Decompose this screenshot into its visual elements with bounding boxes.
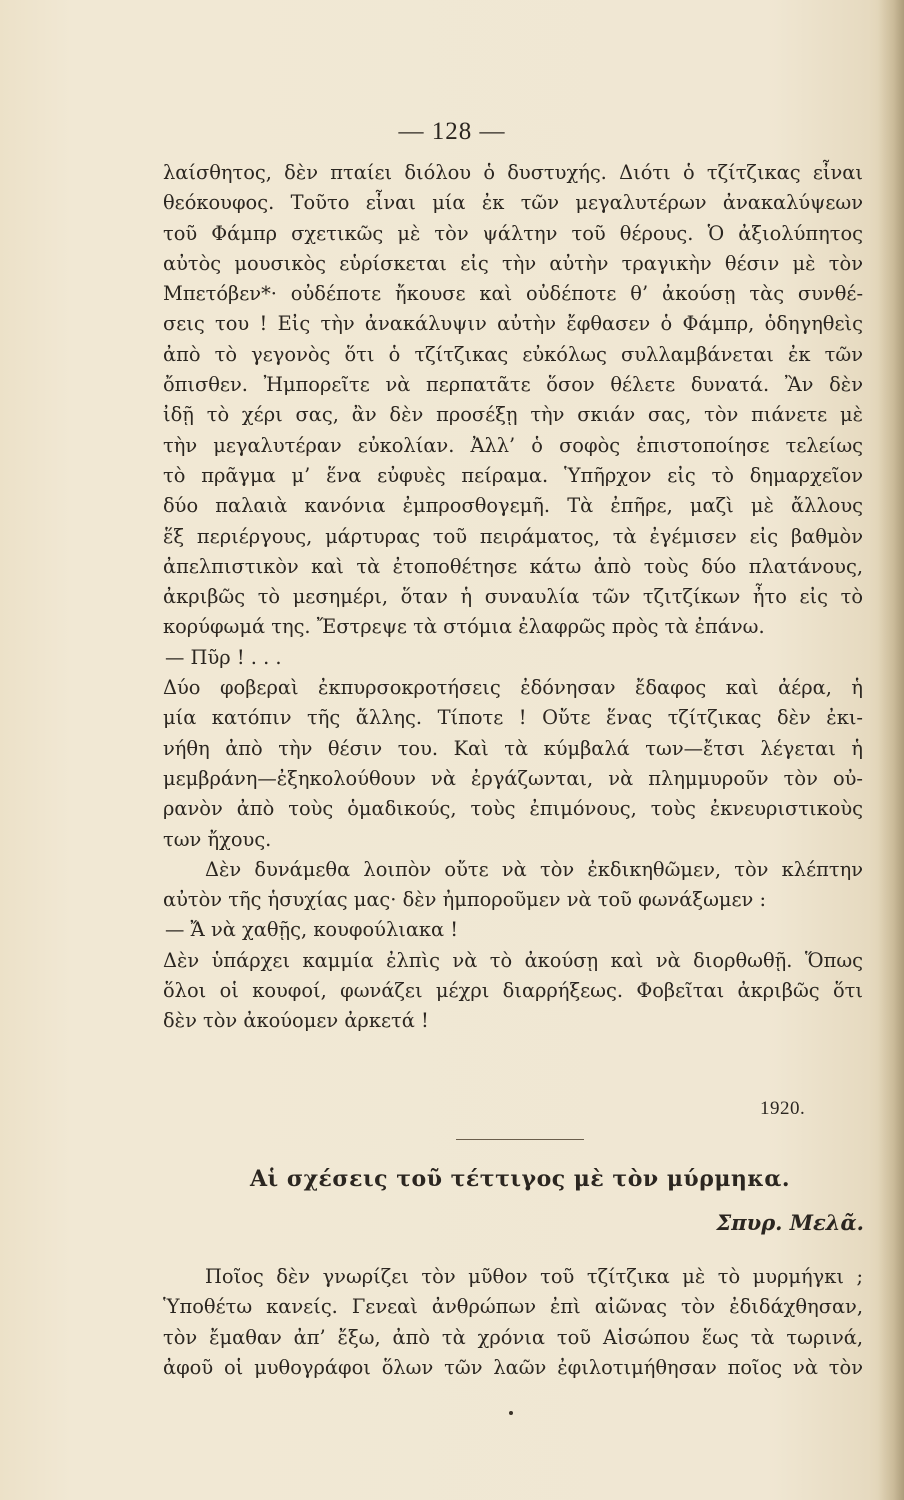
page-edge-shadow [878,0,904,1500]
text-line: δὲν τὸν ἀκούομεν ἀρκετά ! [163,1009,429,1033]
text-line: ρανὸν ἀπὸ τοὺς ὁμαδικούς, τοὺς ἐπιμόνους, τοὺς ἐκνευριστικοὺς [163,797,863,821]
text-line: τὸ πρᾶγμα μ’ ἕνα εὐφυὲς πείραμα. Ὑπῆρχον εἰς τὸ δημαρχεῖον [163,463,863,487]
text-line: αὐτὸς μουσικὸς εὑρίσκεται εἰς τὴν αὐτὴν τραγικὴν θέσιν μὲ τὸν [163,251,863,275]
shout-line: — Ἄ νὰ χαθῇς, κουφούλιακα ! [165,918,459,942]
text-line: ἕξ περιέργους, μάρτυρας τοῦ πειράματος, τὰ ἐγέμισεν εἰς βαθμὸν [163,524,863,548]
text-line: μεμβράνη—ἐξηκολούθουν νὰ ἐργάζωνται, νὰ πλημμυροῦν τὸν οὐ- [163,766,863,790]
text-line: τὸν ἔμαθαν ἀπ’ ἔξω, ἀπὸ τὰ χρόνια τοῦ Αἰσώπου ἕως τὰ τωρινά, [163,1325,863,1349]
text-line: Δὲν δυνάμεθα λοιπὸν οὔτε νὰ τὸν ἐκδικηθῶμεν, τὸν κλέπτην [205,857,863,881]
author-name: Σπυρ. Μελᾶ. [716,1210,864,1235]
essay-text [163,158,863,1037]
text-line: Μπετόβεν*· οὐδέποτε ἤκουσε καὶ οὐδέποτε θ’ ἀκούσῃ τὰς συνθέ- [163,282,863,306]
print-speck [509,1411,513,1415]
text-line: ἀπελπιστικὸν καὶ τὰ ἐτοποθέτησε κάτω ἀπὸ τοὺς δύο πλατάνους, [163,554,863,578]
text-line: δύο παλαιὰ κανόνια ἐμπροσθογεμῆ. Τὰ ἐπῆρε, μαζὶ μὲ ἄλλους [163,494,863,518]
text-line: των ἤχους. [163,827,272,851]
text-line: Δύο φοβεραὶ ἐκπυρσοκροτήσεις ἐδόνησαν ἔδαφος καὶ ἀέρα, ἡ [163,676,863,700]
text-line: μία κατόπιν τῆς ἄλλης. Τίποτε ! Οὔτε ἕνας τζίτζικας δὲν ἐκι- [163,706,863,730]
text-line: ἀφοῦ οἱ μυθογράφοι ὅλων τῶν λαῶν ἐφιλοτιμήθησαν ποῖος νὰ τὸν [163,1355,863,1379]
essay-date: 1920. [760,1098,806,1119]
exclamation-line: — Πῦρ ! . . . [165,645,282,669]
text-line: Δὲν ὑπάρχει καμμία ἐλπὶς νὰ τὸ ἀκούσῃ καὶ νὰ διορθωθῇ. Ὅπως [163,948,863,972]
text-line: Ποῖος δὲν γνωρίζει τὸν μῦθον τοῦ τζίτζικα μὲ τὸ μυρμήγκι ; [205,1265,863,1288]
text-line: λαίσθητος, δὲν πταίει διόλου ὁ δυστυχής. Διότι ὁ τζίτζικας εἶναι [163,161,863,184]
second-essay-text [163,1262,863,1383]
text-line: κορύφωμά της. Ἔστρεψε τὰ στόμια ἐλαφρῶς πρὸς τὰ ἐπάνω. [163,615,765,639]
text-line: νήθη ἀπὸ τὴν θέσιν του. Καὶ τὰ κύμβαλά των—ἔτσι λέγεται ἡ [163,736,863,760]
text-line: ἰδῇ τὸ χέρι σας, ἂν δὲν προσέξῃ τὴν σκιάν σας, τὸν πιάνετε μὲ [163,403,863,427]
text-line: τοῦ Φάμπρ σχετικῶς μὲ τὸν ψάλτην τοῦ θέρους. Ὁ ἀξιολύπητος [163,221,863,245]
text-line: σεις του ! Εἰς τὴν ἀνακάλυψιν αὐτὴν ἔφθασεν ὁ Φάμπρ, ὁδηγηθεὶς [163,312,863,336]
page-number: — 128 — [398,118,506,145]
text-line: αὐτὸν τῆς ἡσυχίας μας· δὲν ἠμποροῦμεν νὰ τοῦ φωνάξωμεν : [163,888,767,912]
text-line: ὄπισθεν. Ἠμπορεῖτε νὰ περπατᾶτε ὅσον θέλετε δυνατά. Ἂν δὲν [163,373,863,397]
section-divider [456,1139,584,1140]
text-line: θεόκουφος. Τοῦτο εἶναι μία ἐκ τῶν μεγαλυτέρων ἀνακαλύψεων [163,191,863,215]
text-line: τὴν μεγαλυτέραν εὐκολίαν. Ἀλλ’ ὁ σοφὸς ἐπιστοποίησε τελείως [163,433,863,457]
section-title: Αἱ σχέσεις τοῦ τέττιγος μὲ τὸν μύρμηκα. [249,1166,791,1192]
text-line: ὅλοι οἱ κουφοί, φωνάζει μέχρι διαρρήξεως. Φοβεῖται ἀκριβῶς ὅτι [163,979,863,1003]
text-line: ἀπὸ τὸ γεγονὸς ὅτι ὁ τζίτζικας εὐκόλως συλλαμβάνεται ἐκ τῶν [163,342,863,366]
text-line: ἀκριβῶς τὸ μεσημέρι, ὅταν ἡ συναυλία τῶν τζιτζίκων ἦτο εἰς τὸ [163,585,863,609]
text-line: Ὑποθέτω κανείς. Γενεαὶ ἀνθρώπων ἐπὶ αἰῶνας τὸν ἐδιδάχθησαν, [163,1295,863,1319]
